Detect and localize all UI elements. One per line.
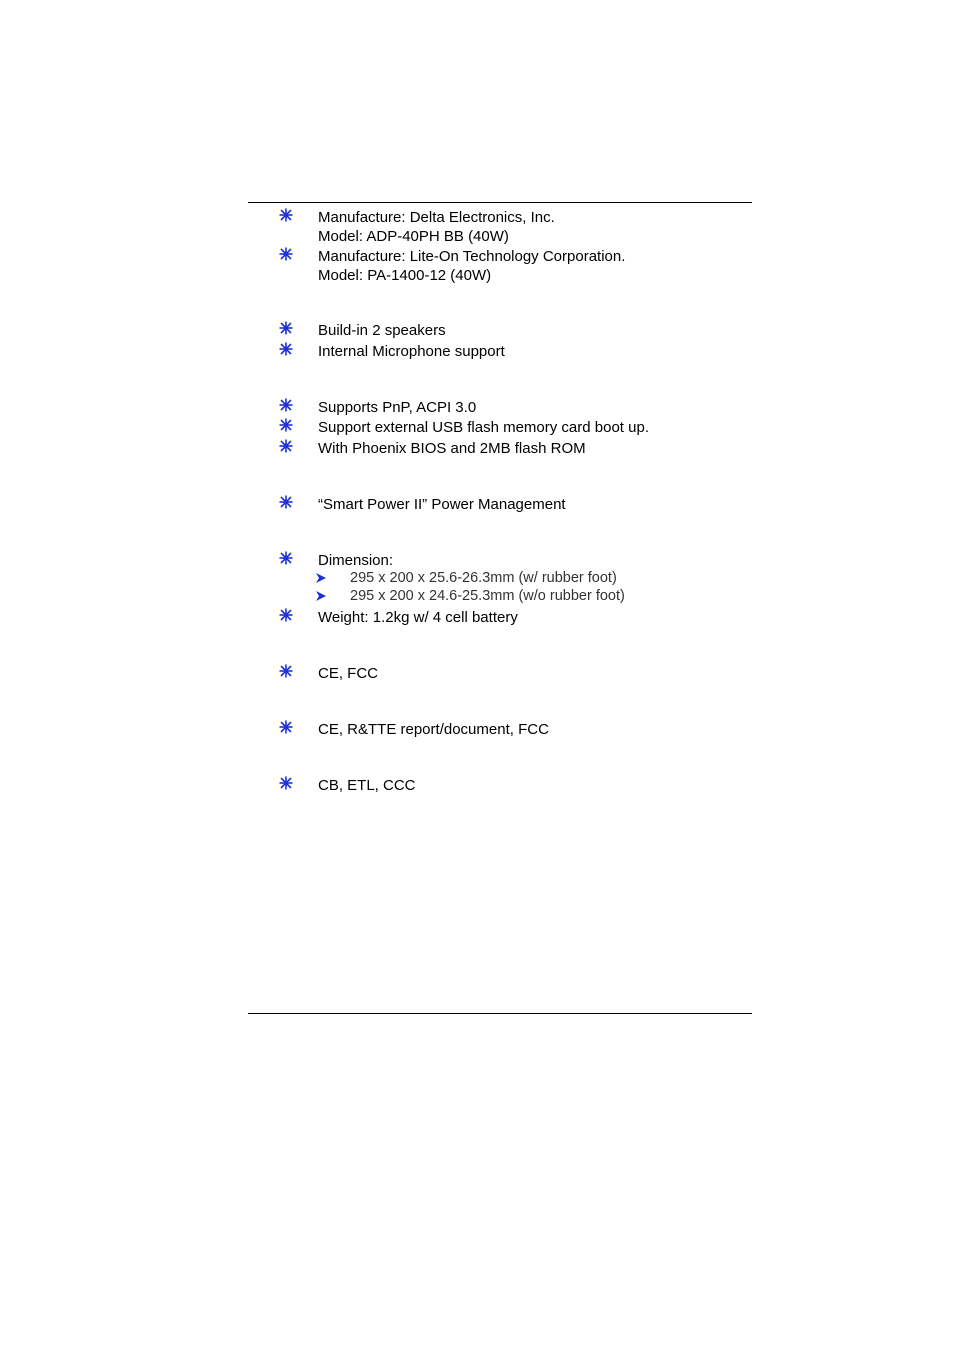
snowflake-bullet-icon — [279, 720, 293, 734]
snowflake-bullet-icon — [279, 342, 293, 356]
list-item-text: CE, FCC — [318, 665, 378, 682]
item-line: Model: PA-1400-12 (40W) — [318, 267, 492, 284]
list-item-text: Supports PnP, ACPI 3.0 — [318, 399, 477, 416]
item-line: Manufacture: Delta Electronics, Inc. — [318, 209, 555, 226]
item-line: Manufacture: Lite-On Technology Corporation. — [318, 248, 626, 265]
list-item-text: “Smart Power II” Power Management — [318, 496, 566, 513]
snowflake-bullet-icon — [279, 495, 293, 509]
snowflake-bullet-icon — [279, 418, 293, 432]
list-item-text — [318, 247, 625, 285]
list-item-text: Build-in 2 speakers — [318, 322, 446, 339]
sub-list-item-text: 295 x 200 x 24.6-25.3mm (w/o rubber foot) — [350, 588, 625, 604]
snowflake-bullet-icon — [279, 551, 293, 565]
list-item-text: Weight: 1.2kg w/ 4 cell battery — [318, 609, 518, 626]
list-item-text: With Phoenix BIOS and 2MB flash ROM — [318, 440, 586, 457]
snowflake-bullet-icon — [279, 321, 293, 335]
list-item-text: Support external USB flash memory card boot up. — [318, 419, 649, 436]
snowflake-bullet-icon — [279, 664, 293, 678]
snowflake-bullet-icon — [279, 208, 293, 222]
item-line: Model: ADP-40PH BB (40W) — [318, 228, 509, 245]
snowflake-bullet-icon — [279, 608, 293, 622]
sub-list-item-text: 295 x 200 x 25.6-26.3mm (w/ rubber foot) — [350, 570, 617, 586]
arrow-bullet-icon — [315, 590, 327, 602]
list-item-text: Dimension: — [318, 552, 394, 569]
snowflake-bullet-icon — [279, 398, 293, 412]
list-item-text — [318, 208, 555, 246]
list-item-text: Internal Microphone support — [318, 343, 505, 360]
list-item-text: CB, ETL, CCC — [318, 777, 416, 794]
arrow-bullet-icon — [315, 572, 327, 584]
snowflake-bullet-icon — [279, 439, 293, 453]
header-rule — [248, 202, 752, 203]
list-item-text: CE, R&TTE report/document, FCC — [318, 721, 549, 738]
snowflake-bullet-icon — [279, 776, 293, 790]
snowflake-bullet-icon — [279, 247, 293, 261]
footer-rule — [248, 1013, 752, 1014]
